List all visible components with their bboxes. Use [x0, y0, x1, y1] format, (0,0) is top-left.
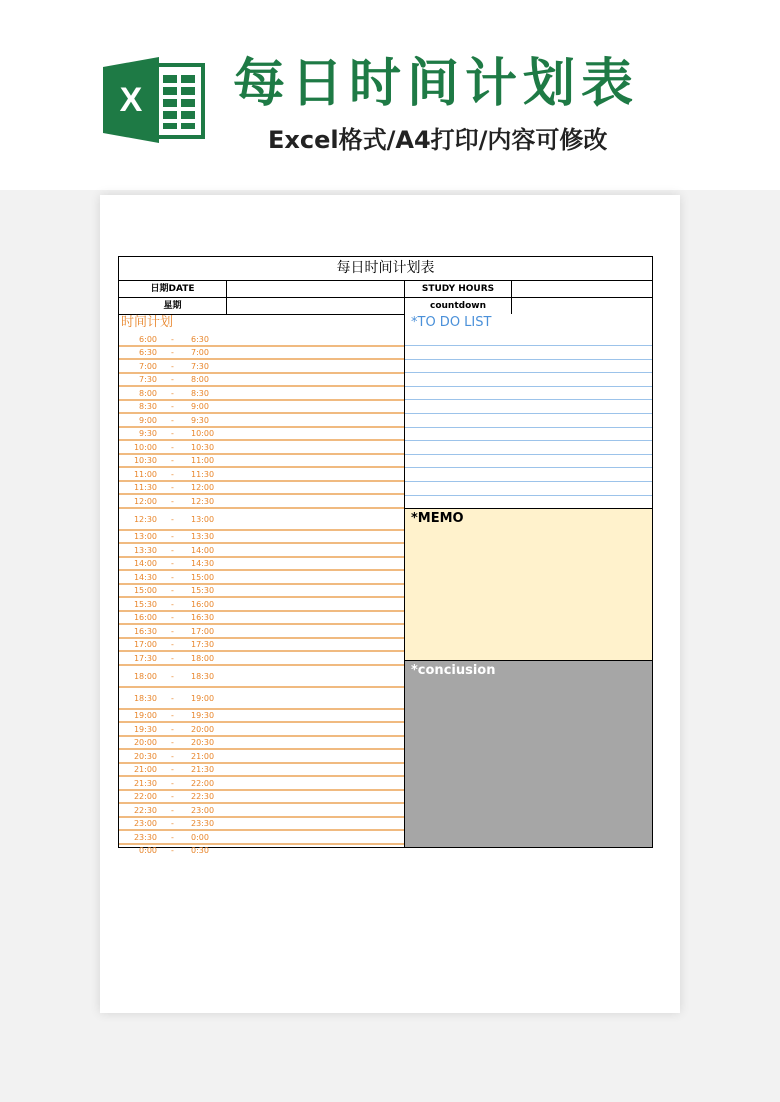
schedule-row[interactable]	[119, 360, 404, 374]
conclusion-heading: *conciusion	[411, 663, 496, 678]
schedule-row[interactable]	[119, 688, 404, 710]
slot-dash: -	[171, 724, 174, 734]
slot-start-time: 13:30	[133, 545, 157, 555]
slot-start-time: 6:00	[139, 334, 157, 344]
slot-end-time: 14:00	[191, 545, 215, 555]
schedule-row[interactable]	[119, 347, 404, 361]
slot-start-time: 12:30	[133, 514, 157, 524]
schedule-row[interactable]	[119, 374, 404, 388]
countdown-label: countdown	[430, 301, 486, 311]
schedule-row[interactable]	[119, 585, 404, 599]
slot-start-time: 21:30	[133, 778, 157, 788]
slot-dash: -	[171, 640, 174, 650]
weekday-label: 星期	[163, 301, 182, 311]
slot-end-time: 19:30	[191, 711, 215, 721]
sheet-title: 每日时间计划表	[119, 257, 652, 281]
excel-logo-icon	[103, 57, 205, 143]
memo-panel[interactable]	[405, 509, 652, 661]
todo-line	[405, 372, 652, 373]
slot-dash: -	[171, 334, 174, 344]
schedule-row[interactable]	[119, 737, 404, 751]
slot-dash: -	[171, 456, 174, 466]
slot-start-time: 10:00	[133, 442, 157, 452]
schedule-row[interactable]	[119, 414, 404, 428]
schedule-row[interactable]	[119, 571, 404, 585]
schedule-row[interactable]	[119, 428, 404, 442]
slot-dash: -	[171, 671, 174, 681]
slot-start-time: 21:00	[133, 765, 157, 775]
slot-start-time: 19:00	[133, 711, 157, 721]
countdown-field[interactable]	[512, 298, 652, 314]
slot-end-time: 6:30	[191, 334, 209, 344]
slot-end-time: 15:30	[191, 586, 215, 596]
schedule-row[interactable]	[119, 544, 404, 558]
date-label: 日期DATE	[150, 284, 195, 294]
slot-start-time: 14:30	[133, 572, 157, 582]
slot-start-time: 12:00	[133, 496, 157, 506]
todo-line	[405, 481, 652, 482]
schedule-row[interactable]	[119, 710, 404, 724]
slot-dash: -	[171, 711, 174, 721]
schedule-row[interactable]	[119, 495, 404, 509]
conclusion-panel[interactable]	[405, 661, 652, 847]
slot-dash: -	[171, 483, 174, 493]
slot-dash: -	[171, 496, 174, 506]
slot-end-time: 12:00	[191, 483, 215, 493]
slot-start-time: 11:30	[133, 483, 157, 493]
slot-dash: -	[171, 348, 174, 358]
slot-dash: -	[171, 599, 174, 609]
slot-end-time: 0:30	[191, 845, 209, 855]
slot-dash: -	[171, 832, 174, 842]
slot-end-time: 22:30	[191, 792, 215, 802]
slot-end-time: 13:30	[191, 532, 215, 542]
slot-end-time: 18:30	[191, 671, 215, 681]
slot-dash: -	[171, 572, 174, 582]
schedule-row[interactable]	[119, 652, 404, 666]
slot-dash: -	[171, 765, 174, 775]
date-row	[119, 281, 652, 298]
slot-start-time: 8:30	[139, 402, 157, 412]
schedule-row[interactable]	[119, 612, 404, 626]
slot-end-time: 8:00	[191, 375, 209, 385]
todo-line	[405, 386, 652, 387]
todo-line	[405, 413, 652, 414]
slot-start-time: 22:30	[133, 805, 157, 815]
schedule-row[interactable]	[119, 666, 404, 688]
slot-dash: -	[171, 402, 174, 412]
slot-start-time: 9:00	[139, 415, 157, 425]
study-hours-field[interactable]	[512, 281, 652, 297]
slot-start-time: 15:00	[133, 586, 157, 596]
slot-dash: -	[171, 361, 174, 371]
slot-start-time: 23:00	[133, 819, 157, 829]
slot-start-time: 20:30	[133, 751, 157, 761]
weekday-row	[119, 298, 652, 315]
slot-start-time: 20:00	[133, 738, 157, 748]
schedule-row[interactable]	[119, 723, 404, 737]
schedule-row[interactable]	[119, 482, 404, 496]
schedule-row[interactable]	[119, 625, 404, 639]
schedule-row[interactable]	[119, 441, 404, 455]
slot-start-time: 9:30	[139, 429, 157, 439]
schedule-row[interactable]	[119, 598, 404, 612]
slot-start-time: 23:30	[133, 832, 157, 842]
slot-dash: -	[171, 586, 174, 596]
schedule-row[interactable]	[119, 558, 404, 572]
todo-line	[405, 454, 652, 455]
logo-letter: X	[119, 81, 143, 119]
header-banner	[0, 0, 780, 190]
schedule-row[interactable]	[119, 387, 404, 401]
todo-line	[405, 427, 652, 428]
planner-table	[118, 256, 653, 855]
slot-start-time: 7:30	[139, 375, 157, 385]
slot-end-time: 7:00	[191, 348, 209, 358]
slot-start-time: 10:30	[133, 456, 157, 466]
slot-start-time: 18:30	[133, 693, 157, 703]
slot-end-time: 23:00	[191, 805, 215, 815]
slot-end-time: 20:30	[191, 738, 215, 748]
slot-dash: -	[171, 429, 174, 439]
slot-dash: -	[171, 751, 174, 761]
slot-end-time: 13:00	[191, 514, 215, 524]
slot-end-time: 17:30	[191, 640, 215, 650]
todo-line	[405, 359, 652, 360]
slot-dash: -	[171, 626, 174, 636]
slot-dash: -	[171, 653, 174, 663]
slot-dash: -	[171, 442, 174, 452]
schedule-row[interactable]	[119, 818, 404, 832]
slot-end-time: 8:30	[191, 388, 209, 398]
slot-dash: -	[171, 545, 174, 555]
slot-end-time: 23:30	[191, 819, 215, 829]
slot-end-time: 22:00	[191, 778, 215, 788]
slot-dash: -	[171, 469, 174, 479]
page-title: 每日时间计划表	[233, 54, 640, 114]
slot-dash: -	[171, 792, 174, 802]
slot-start-time: 19:30	[133, 724, 157, 734]
slot-end-time: 15:00	[191, 572, 215, 582]
schedule-heading: 时间计划	[121, 315, 174, 330]
slot-dash: -	[171, 819, 174, 829]
todo-heading: *TO DO LIST	[411, 315, 492, 330]
slot-end-time: 11:00	[191, 456, 215, 466]
todo-line	[405, 467, 652, 468]
schedule-row[interactable]	[119, 845, 404, 857]
schedule-row[interactable]	[119, 531, 404, 545]
schedule-row[interactable]	[119, 639, 404, 653]
paper-sheet	[100, 195, 680, 1013]
slot-end-time: 11:30	[191, 469, 215, 479]
slot-start-time: 11:00	[133, 469, 157, 479]
slot-dash: -	[171, 693, 174, 703]
weekday-field[interactable]	[227, 298, 404, 314]
slot-end-time: 20:00	[191, 724, 215, 734]
schedule-row[interactable]	[119, 333, 404, 347]
slot-start-time: 22:00	[133, 792, 157, 802]
slot-start-time: 17:30	[133, 653, 157, 663]
slot-end-time: 21:00	[191, 751, 215, 761]
slot-end-time: 12:30	[191, 496, 215, 506]
slot-dash: -	[171, 514, 174, 524]
schedule-row[interactable]	[119, 764, 404, 778]
slot-dash: -	[171, 778, 174, 788]
schedule-row[interactable]	[119, 455, 404, 469]
slot-start-time: 15:30	[133, 599, 157, 609]
slot-end-time: 7:30	[191, 361, 209, 371]
schedule-row[interactable]	[119, 791, 404, 805]
study-hours-label: STUDY HOURS	[421, 284, 495, 294]
slot-end-time: 10:00	[191, 429, 215, 439]
page-subtitle: Excel格式/A4打印/内容可修改	[268, 126, 608, 154]
slot-dash: -	[171, 388, 174, 398]
slot-dash: -	[171, 415, 174, 425]
slot-end-time: 0:00	[191, 832, 209, 842]
slot-end-time: 16:30	[191, 613, 215, 623]
schedule-row[interactable]	[119, 401, 404, 415]
date-field[interactable]	[227, 281, 404, 297]
slot-end-time: 14:30	[191, 559, 215, 569]
slot-end-time: 17:00	[191, 626, 215, 636]
slot-end-time: 9:00	[191, 402, 209, 412]
slot-end-time: 9:30	[191, 415, 209, 425]
slot-start-time: 17:00	[133, 640, 157, 650]
slot-dash: -	[171, 613, 174, 623]
slot-dash: -	[171, 559, 174, 569]
slot-dash: -	[171, 375, 174, 385]
schedule-row[interactable]	[119, 509, 404, 531]
slot-dash: -	[171, 805, 174, 815]
schedule-row[interactable]	[119, 468, 404, 482]
schedule-row[interactable]	[119, 804, 404, 818]
slot-start-time: 16:30	[133, 626, 157, 636]
todo-line	[405, 440, 652, 441]
slot-start-time: 7:00	[139, 361, 157, 371]
slot-start-time: 8:00	[139, 388, 157, 398]
schedule-row[interactable]	[119, 831, 404, 845]
slot-start-time: 18:00	[133, 671, 157, 681]
slot-end-time: 10:30	[191, 442, 215, 452]
schedule-row[interactable]	[119, 750, 404, 764]
todo-line	[405, 495, 652, 496]
slot-dash: -	[171, 738, 174, 748]
slot-end-time: 18:00	[191, 653, 215, 663]
slot-end-time: 19:00	[191, 693, 215, 703]
slot-start-time: 0:00	[139, 845, 157, 855]
slot-dash: -	[171, 845, 174, 855]
schedule-column	[119, 314, 405, 855]
slot-start-time: 6:30	[139, 348, 157, 358]
slot-start-time: 14:00	[133, 559, 157, 569]
slot-end-time: 16:00	[191, 599, 215, 609]
memo-heading: *MEMO	[411, 511, 464, 526]
slot-end-time: 21:30	[191, 765, 215, 775]
slot-start-time: 16:00	[133, 613, 157, 623]
todo-line	[405, 399, 652, 400]
todo-panel[interactable]	[405, 314, 652, 509]
slot-start-time: 13:00	[133, 532, 157, 542]
schedule-row[interactable]	[119, 777, 404, 791]
todo-line	[405, 345, 652, 346]
slot-dash: -	[171, 532, 174, 542]
